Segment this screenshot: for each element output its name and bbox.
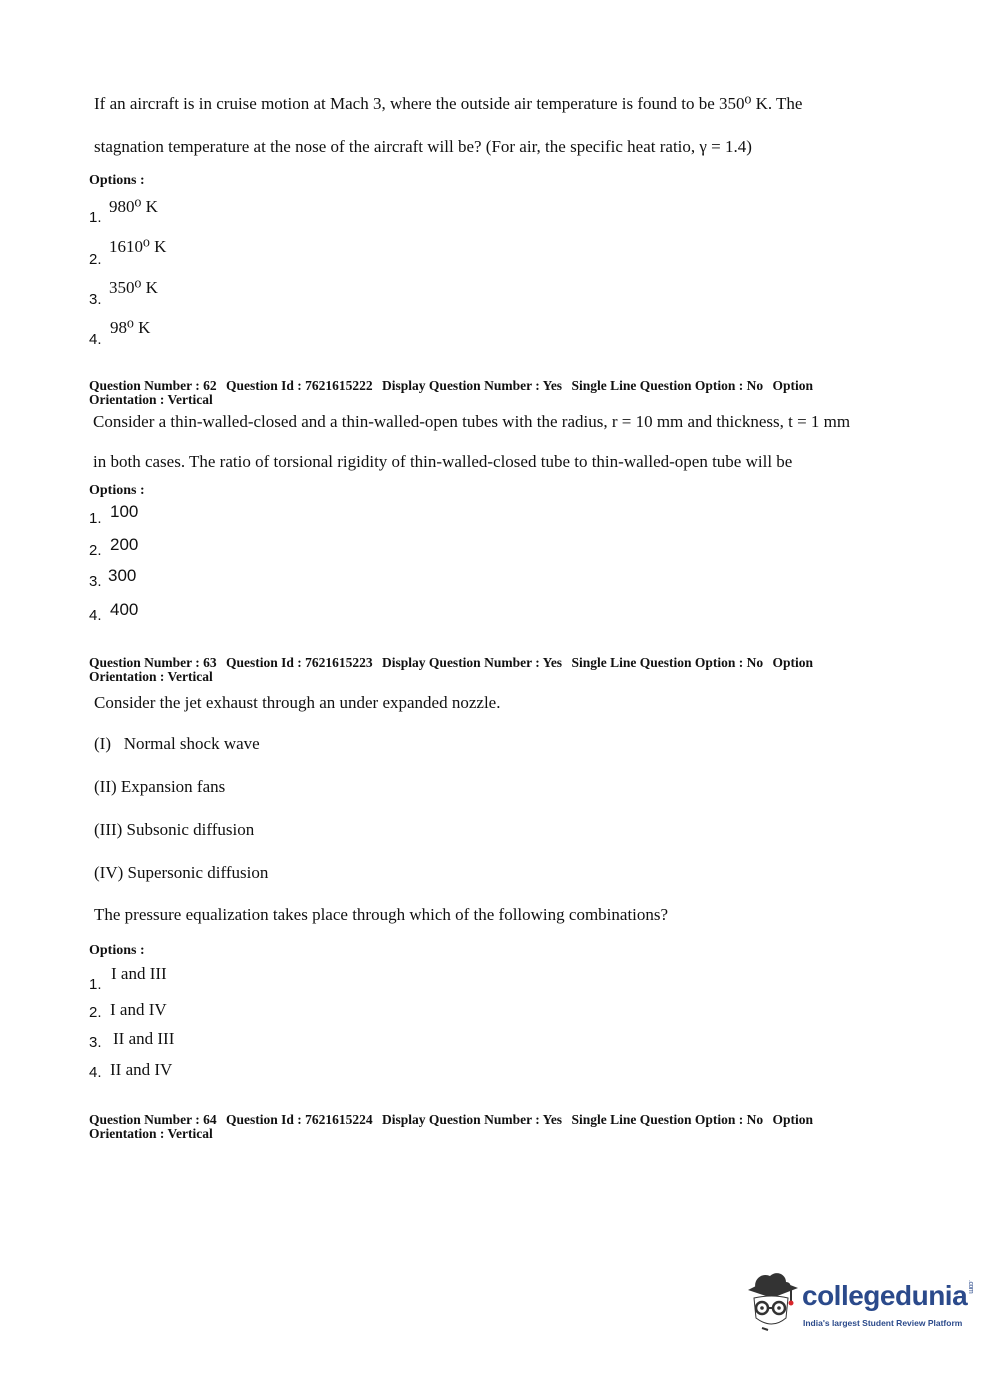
statement-item: (IV) Supersonic diffusion [94,863,269,882]
option-text: 98⁰ K [110,318,151,337]
option-number: 3. [89,573,102,590]
option-number: 2. [89,1004,102,1021]
question-text-line: Consider a thin-walled-closed and a thin-walled-open tubes with the radius, r = 10 mm and thickness, t = 1 mm [93,412,851,431]
option-text: I and IV [110,1000,167,1019]
option-number: 1. [89,510,102,527]
option-word: Option [772,378,813,393]
question-number: Question Number : 63 [89,655,217,670]
options-label: Options : [89,943,145,958]
display-question-number: Display Question Number : Yes [382,378,563,393]
option-text: 980⁰ K [109,197,158,216]
option-word: Option [772,1112,813,1127]
mascot-icon [742,1268,802,1338]
option-number: 4. [89,331,102,348]
question-id: Question Id : 7621615222 [226,378,373,393]
question-id: Question Id : 7621615224 [226,1112,373,1127]
question-text-line: Consider the jet exhaust through an under expanded nozzle. [94,693,501,712]
option-number: 2. [89,542,102,559]
question-text-line: The pressure equalization takes place through which of the following combinations? [94,905,669,924]
option-number: 3. [89,1034,102,1051]
option-text: I and III [111,964,167,983]
question-text-line: in both cases. The ratio of torsional rigidity of thin-walled-closed tube to thin-walled-open tube will be [93,452,793,471]
statement-item: (II) Expansion fans [94,777,226,796]
question-number: Question Number : 62 [89,378,217,393]
single-line-option: Single Line Question Option : No [571,1112,764,1127]
orientation: Orientation : Vertical [89,669,213,684]
option-text: 350⁰ K [109,278,158,297]
brand-dotcom: .com [967,1280,975,1294]
option-word: Option [772,655,813,670]
option-number: 2. [89,251,102,268]
option-number: 4. [89,607,102,624]
question-text-line: If an aircraft is in cruise motion at Mach 3, where the outside air temperature is found to be 350⁰ K. The [94,94,803,113]
option-text: 300 [108,566,137,585]
single-line-option: Single Line Question Option : No [571,655,764,670]
display-question-number: Display Question Number : Yes [382,655,563,670]
statement-item: (III) Subsonic diffusion [94,820,255,839]
option-number: 3. [89,291,102,308]
option-text: 1610⁰ K [109,237,167,256]
question-meta [89,1113,869,1141]
brand-logo [742,1268,975,1340]
option-text: 100 [110,502,139,521]
question-meta [89,656,869,684]
brand-name-text: collegedunia [802,1280,968,1311]
option-number: 1. [89,976,102,993]
question-number: Question Number : 64 [89,1112,217,1127]
question-meta [89,379,869,407]
single-line-option: Single Line Question Option : No [571,378,764,393]
statement-item: (I) Normal shock wave [94,734,260,753]
orientation: Orientation : Vertical [89,1126,213,1141]
options-label: Options : [89,173,145,188]
option-number: 1. [89,209,102,226]
options-label: Options : [89,483,145,498]
brand-name [802,1280,974,1312]
option-text: II and IV [110,1060,173,1079]
option-text: 200 [110,535,139,554]
option-text: 400 [110,600,139,619]
question-id: Question Id : 7621615223 [226,655,373,670]
orientation: Orientation : Vertical [89,392,213,407]
brand-tagline: India's largest Student Review Platform [803,1318,963,1328]
option-number: 4. [89,1064,102,1081]
option-text: II and III [113,1029,175,1048]
display-question-number: Display Question Number : Yes [382,1112,563,1127]
question-text-line: stagnation temperature at the nose of the aircraft will be? (For air, the specific heat ratio, γ = 1.4) [94,137,752,156]
